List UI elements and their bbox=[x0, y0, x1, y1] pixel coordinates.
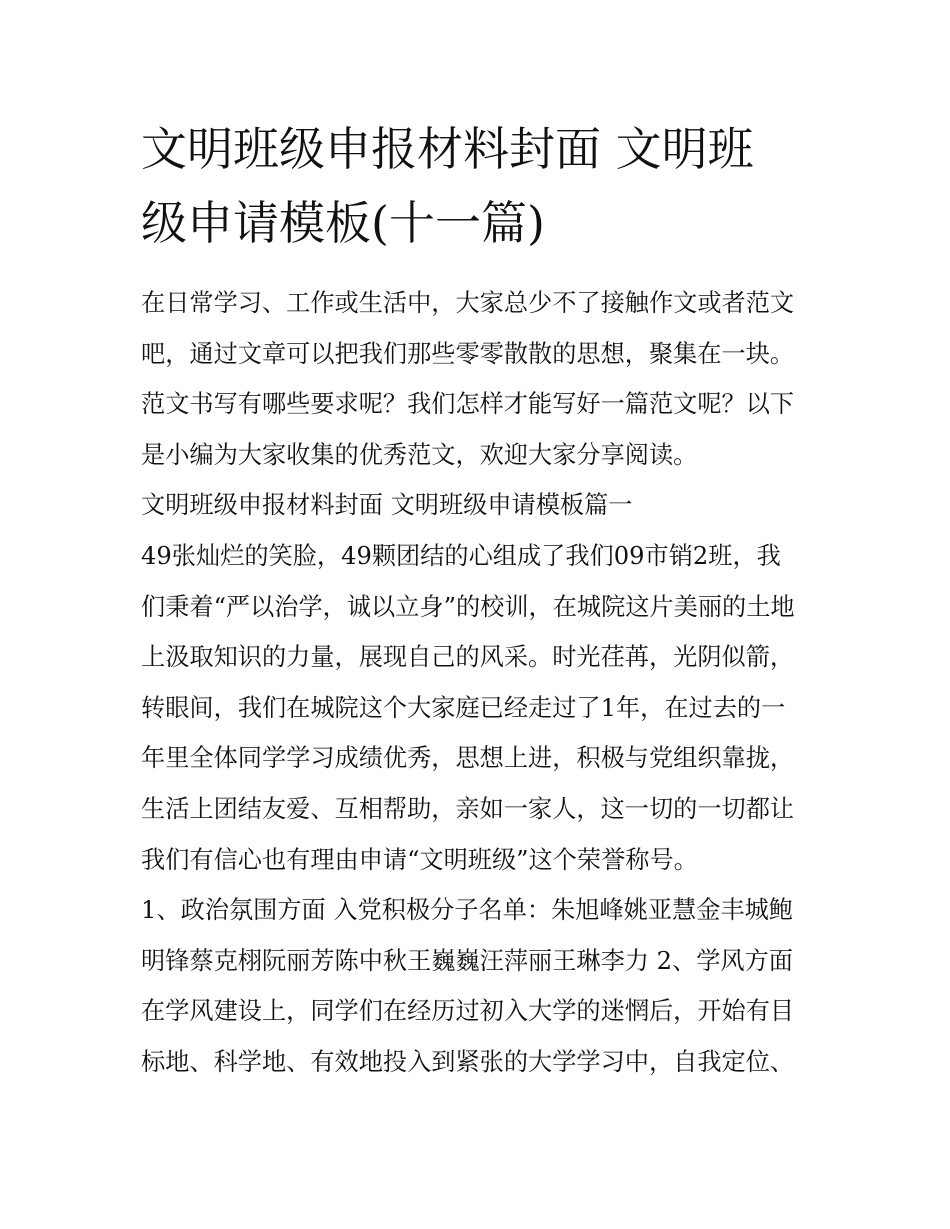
document-content bbox=[141, 112, 813, 1088]
section-heading: 文明班级申报材料封面 文明班级申请模板篇一 bbox=[141, 491, 633, 520]
title-line: 级申请模板(十一篇) bbox=[141, 196, 545, 250]
body-line: 49张灿烂的笑脸，49颗团结的心组成了我们09市销2班，我 bbox=[141, 541, 781, 570]
body-line: 我们有信心也有理由申请“文明班级”这个荣誉称号。 bbox=[141, 845, 698, 874]
body-line: 在学风建设上，同学们在经历过初入大学的迷惘后，开始有目 bbox=[141, 997, 795, 1026]
body-line: 是小编为大家收集的优秀范文，欢迎大家分享阅读。 bbox=[141, 440, 698, 469]
body-line: 标地、科学地、有效地投入到紧张的大学学习中，自我定位、 bbox=[141, 1047, 795, 1076]
body-line: 在日常学习、工作或生活中，大家总少不了接触作文或者范文 bbox=[141, 289, 795, 317]
body-line: 1、政治氛围方面 入党积极分子名单：朱旭峰姚亚慧金丰城鲍 bbox=[141, 896, 793, 925]
body-line: 明锋蔡克栩阮丽芳陈中秋王巍巍汪萍丽王琳李力 2、学风方面 bbox=[141, 946, 793, 975]
document-body bbox=[141, 278, 813, 1088]
body-line: 年里全体同学学习成绩优秀，思想上进，积极与党组织靠拢， bbox=[141, 744, 795, 773]
document-title bbox=[141, 112, 813, 260]
body-line: 转眼间，我们在城院这个大家庭已经走过了1年，在过去的一 bbox=[141, 693, 786, 722]
body-line: 吧，通过文章可以把我们那些零零散散的思想，聚集在一块。 bbox=[141, 339, 795, 368]
body-line: 上汲取知识的力量，展现自己的风采。时光荏苒，光阴似箭， bbox=[141, 643, 795, 672]
title-line: 文明班级申报材料封面 文明班 bbox=[141, 122, 754, 176]
body-line: 们秉着“严以治学，诚以立身”的校训，在城院这片美丽的土地 bbox=[141, 592, 795, 621]
body-line: 范文书写有哪些要求呢？我们怎样才能写好一篇范文呢？以下 bbox=[141, 390, 795, 419]
body-line: 生活上团结友爱、互相帮助，亲如一家人，这一切的一切都让 bbox=[141, 794, 795, 823]
